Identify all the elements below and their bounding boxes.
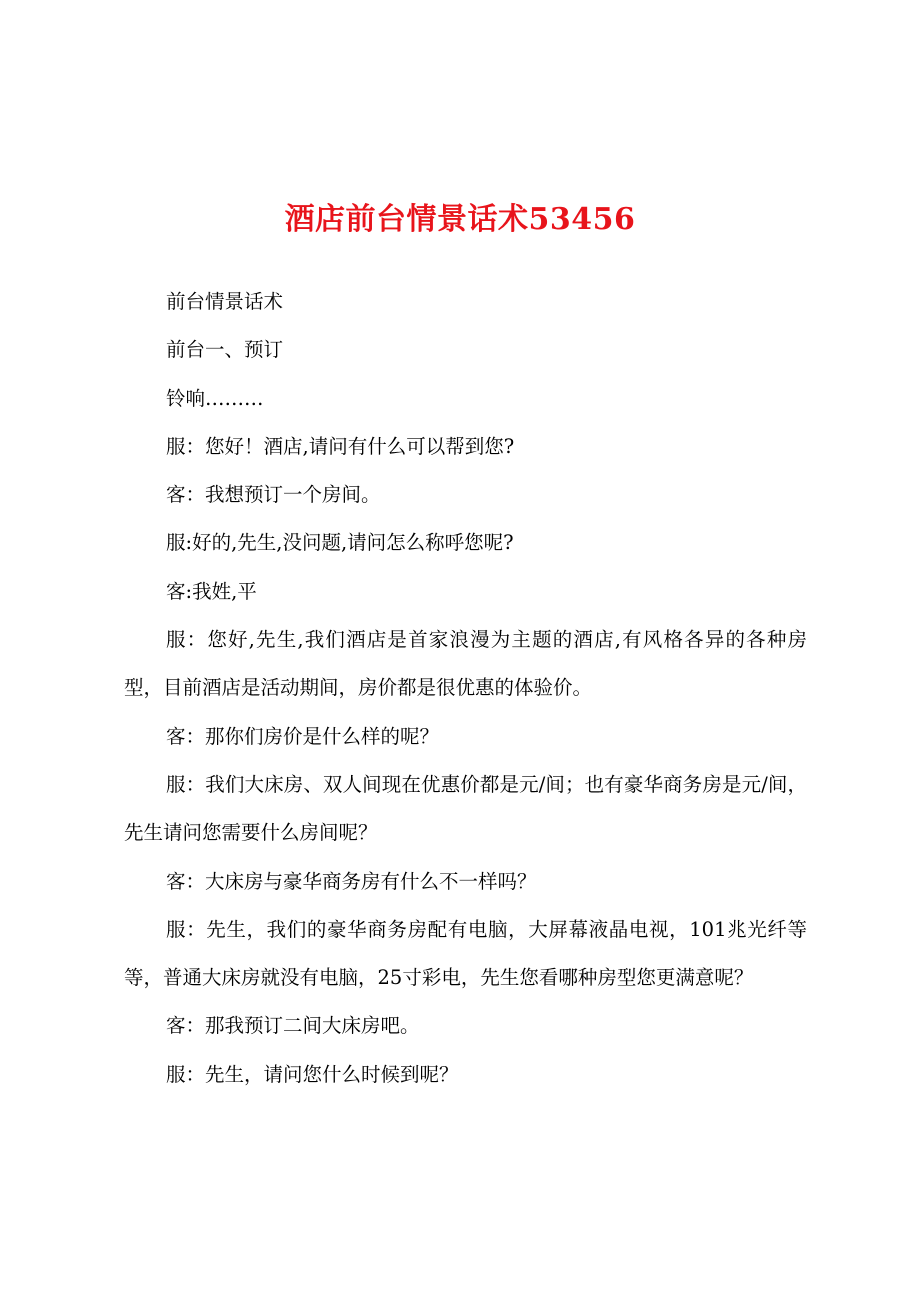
paragraph: 客：那我预订二间大床房吧。 (166, 1014, 420, 1038)
paragraph: 前台一、预订 (166, 338, 284, 362)
paragraph: 客:我姓,平 (166, 579, 257, 603)
paragraph: 服：您好,先生,我们酒店是首家浪漫为主题的酒店,有风格各异的各种房型，目前酒店是活动期间，房价都是很优惠的体验价。 (124, 628, 807, 700)
paragraph: 客：大床房与豪华商务房有什么不一样吗？ (166, 869, 537, 893)
paragraph: 铃响……… (166, 386, 264, 410)
document-title: 酒店前台情景话术53456 (284, 202, 636, 237)
paragraph: 前台情景话术 (166, 290, 284, 313)
paragraph: 服：先生，请问您什么时候到呢？ (166, 1062, 459, 1086)
paragraph: 服：先生，我们的豪华商务房配有电脑，大屏幕液晶电视，101兆光纤等等，普通大床房就没有电脑，25寸彩电，先生您看哪种房型您更满意呢？ (124, 917, 807, 990)
paragraph: 客：我想预订一个房间。 (166, 483, 381, 507)
document-body (124, 278, 807, 1099)
paragraph: 客：那你们房价是什么样的呢？ (166, 724, 440, 748)
paragraph: 服:好的,先生,没问题,请问怎么称呼您呢? (166, 531, 514, 555)
paragraph: 服：您好！酒店,请问有什么可以帮到您? (166, 434, 515, 458)
paragraph: 服：我们大床房、双人间现在优惠价都是元/间；也有豪华商务房是元/间，先生请问您需要什么房间呢？ (124, 772, 807, 845)
